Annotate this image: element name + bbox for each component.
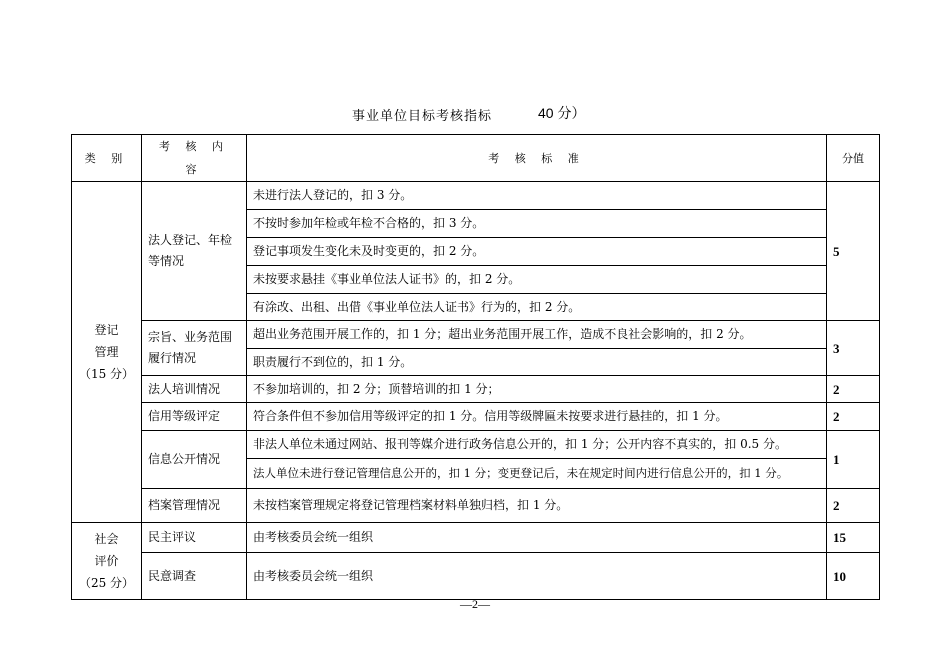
category-social <box>72 523 142 600</box>
standard-text: 未进行法人登记的，扣 3 分。 <box>247 182 827 210</box>
standard-text: 不参加培训的，扣 2 分；顶替培训的扣 1 分； <box>247 376 827 403</box>
item-name: 民主评议 <box>142 523 247 553</box>
item-name: 法人登记、年检等情况 <box>142 182 247 321</box>
standard-text: 未按档案管理规定将登记管理档案材料单独归档，扣 1 分。 <box>247 489 827 523</box>
standard-text: 职责履行不到位的，扣 1 分。 <box>247 349 827 376</box>
header-standard: 考 核 标 准 <box>247 135 827 182</box>
standard-text: 未按要求悬挂《事业单位法人证书》的，扣 2 分。 <box>247 266 827 294</box>
table-row <box>72 553 880 600</box>
header-score: 分值 <box>827 135 880 182</box>
item-score: 2 <box>827 403 880 431</box>
item-score: 3 <box>827 321 880 376</box>
item-name: 信息公开情况 <box>142 431 247 489</box>
item-score: 5 <box>827 182 880 321</box>
standard-text: 符合条件但不参加信用等级评定的扣 1 分。信用等级牌匾未按要求进行悬挂的，扣 1 分。 <box>247 403 827 431</box>
item-score: 2 <box>827 376 880 403</box>
assessment-table <box>71 134 880 600</box>
item-score: 15 <box>827 523 880 553</box>
title-main: 事业单位目标考核指标 <box>352 109 493 124</box>
header-category: 类 别 <box>72 135 142 182</box>
table-row <box>72 376 880 403</box>
item-score: 2 <box>827 489 880 523</box>
table-row <box>72 431 880 459</box>
standard-text: 法人单位未进行登记管理信息公开的，扣 1 分；变更登记后，未在规定时间内进行信息公开的，扣 1 分。 <box>247 459 827 489</box>
item-name: 信用等级评定 <box>142 403 247 431</box>
table-row <box>72 523 880 553</box>
standard-text: 由考核委员会统一组织 <box>247 523 827 553</box>
standard-text: 不按时参加年检或年检不合格的，扣 3 分。 <box>247 210 827 238</box>
standard-text: 超出业务范围开展工作的，扣 1 分；超出业务范围开展工作，造成不良社会影响的，扣 2 分。 <box>247 321 827 349</box>
item-name: 民意调查 <box>142 553 247 600</box>
category-registration <box>72 182 142 523</box>
table-header-row <box>72 135 880 182</box>
table-row <box>72 403 880 431</box>
title-score: 40 分） <box>538 105 586 121</box>
document-title <box>0 105 950 127</box>
standard-text: 登记事项发生变化未及时变更的，扣 2 分。 <box>247 238 827 266</box>
standard-text: 由考核委员会统一组织 <box>247 553 827 600</box>
standard-text: 非法人单位未通过网站、报刊等媒介进行政务信息公开的，扣 1 分；公开内容不真实的，扣 0.5 分。 <box>247 431 827 459</box>
page-number: —2— <box>460 597 490 611</box>
table-row <box>72 489 880 523</box>
category-label: 登记 管理 （15 分） <box>78 323 135 381</box>
table-row <box>72 321 880 349</box>
item-name: 法人培训情况 <box>142 376 247 403</box>
item-score: 10 <box>827 553 880 600</box>
item-name: 档案管理情况 <box>142 489 247 523</box>
header-item: 考 核 内 容 <box>142 135 247 182</box>
category-label: 社会 评价 （25 分） <box>78 532 135 590</box>
table-row <box>72 182 880 210</box>
item-name: 宗旨、业务范围履行情况 <box>142 321 247 376</box>
standard-text: 有涂改、出租、出借《事业单位法人证书》行为的，扣 2 分。 <box>247 294 827 321</box>
item-score: 1 <box>827 431 880 489</box>
